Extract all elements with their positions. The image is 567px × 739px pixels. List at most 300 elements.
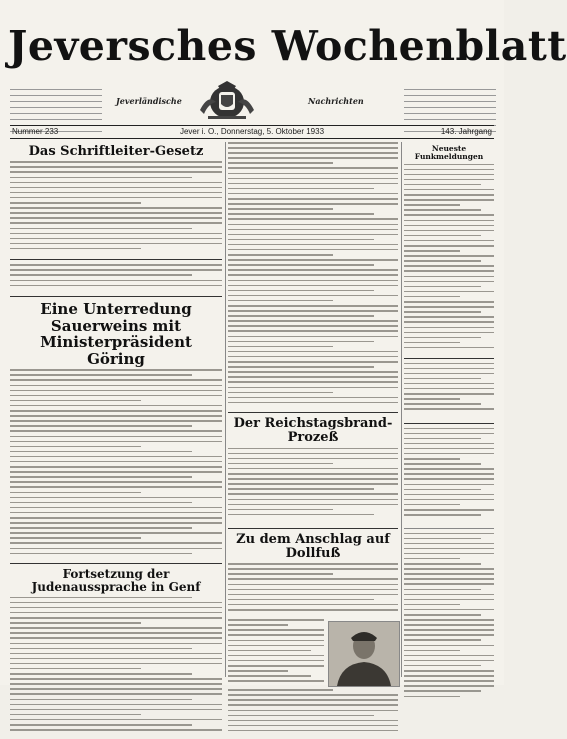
text-line [228, 725, 398, 727]
text-line [228, 229, 398, 231]
text-line [404, 433, 494, 435]
text-line [228, 645, 324, 647]
text-line [10, 385, 222, 387]
text-line [10, 714, 141, 716]
text-line [10, 492, 141, 494]
text-line [404, 199, 494, 201]
text-line [404, 538, 481, 540]
text-line [228, 320, 398, 322]
column-right [404, 142, 494, 677]
text-line [404, 489, 481, 491]
text-line [404, 458, 460, 460]
text-line [228, 514, 374, 516]
text-line [10, 632, 222, 634]
text-line [404, 619, 494, 621]
text-line [404, 553, 494, 555]
text-line [10, 643, 222, 645]
text-line [404, 670, 494, 672]
text-line [404, 696, 460, 698]
text-line [10, 502, 192, 504]
article-body [10, 161, 222, 255]
text-line [404, 209, 481, 211]
text-line [404, 589, 481, 591]
text-line [228, 473, 398, 475]
text-line [10, 238, 222, 240]
article-body [404, 428, 494, 524]
text-line [404, 164, 494, 166]
text-line [10, 166, 222, 168]
text-line [228, 290, 374, 292]
text-line [228, 715, 374, 717]
text-line [10, 648, 192, 650]
text-line [228, 699, 398, 701]
text-line [10, 653, 222, 655]
text-line [404, 245, 494, 247]
text-line [10, 476, 192, 478]
text-line [10, 522, 222, 524]
text-line [10, 192, 222, 194]
text-line [228, 157, 398, 159]
article-body [10, 597, 222, 737]
text-line [228, 259, 398, 261]
text-line [10, 456, 222, 458]
text-line [10, 248, 141, 250]
text-line [10, 269, 222, 271]
text-line [404, 260, 481, 262]
text-line [228, 504, 398, 506]
text-line [404, 514, 481, 516]
text-line [228, 269, 398, 271]
text-line [404, 332, 494, 334]
text-line [10, 197, 222, 199]
text-line [404, 484, 494, 486]
text-line [228, 509, 333, 511]
text-line [228, 234, 398, 236]
text-line [10, 699, 192, 701]
text-line [228, 584, 398, 586]
text-line [404, 655, 494, 657]
text-line [404, 347, 494, 349]
article-body [10, 369, 222, 559]
text-line [10, 719, 222, 721]
text-line [228, 499, 398, 501]
text-line [228, 392, 333, 394]
portrait-image-icon [329, 622, 399, 686]
text-line [228, 680, 324, 682]
text-line [228, 254, 333, 256]
text-line [10, 264, 222, 266]
text-line [228, 453, 398, 455]
text-line [10, 512, 222, 514]
text-line [10, 400, 141, 402]
text-line [404, 680, 494, 682]
text-line [404, 398, 460, 400]
text-line [404, 504, 460, 506]
article-body [404, 363, 494, 419]
text-line [404, 548, 494, 550]
article-body [228, 563, 398, 619]
text-line [228, 589, 398, 591]
text-line [10, 187, 222, 189]
text-line [404, 373, 494, 375]
text-line [228, 578, 398, 580]
text-line [228, 568, 398, 570]
text-line [10, 497, 222, 499]
text-line [228, 655, 324, 657]
text-line [228, 142, 398, 144]
text-line [404, 463, 481, 465]
text-line [10, 207, 222, 209]
text-line [228, 264, 374, 266]
text-line [404, 438, 481, 440]
text-line [404, 291, 494, 293]
text-line [10, 663, 222, 665]
text-line [10, 673, 192, 675]
text-line [10, 548, 222, 550]
text-line [404, 468, 494, 470]
text-line [404, 408, 494, 410]
text-line [10, 704, 222, 706]
text-line [10, 612, 222, 614]
text-line [10, 532, 222, 534]
text-line [404, 428, 494, 430]
text-line [10, 607, 222, 609]
text-line [404, 533, 494, 535]
text-line [10, 379, 222, 381]
text-line [404, 645, 494, 647]
text-line [10, 420, 222, 422]
text-line [10, 602, 222, 604]
text-line [10, 415, 222, 417]
text-line [10, 430, 222, 432]
article-body [228, 142, 398, 408]
text-line [404, 220, 494, 222]
newspaper-title: Jeversches Wochenblatt [8, 22, 567, 70]
text-line [10, 597, 192, 599]
text-line [228, 188, 374, 190]
text-line [404, 204, 460, 206]
text-line [228, 650, 311, 652]
text-line [404, 634, 494, 636]
article-headline: Das Schriftleiter-Gesetz [28, 144, 204, 159]
text-line [228, 244, 398, 246]
text-line [228, 478, 398, 480]
text-line [228, 315, 374, 317]
text-line [404, 286, 481, 288]
masthead [8, 14, 567, 114]
text-line [10, 280, 222, 282]
article-body [10, 264, 222, 292]
text-line [10, 537, 141, 539]
text-line [404, 189, 494, 191]
article-headline: Neueste Funkmeldungen [414, 144, 484, 162]
article-headline: Fortsetzung der Judenaussprache in Genf [31, 567, 201, 595]
text-line [404, 388, 494, 390]
text-line [228, 295, 398, 297]
text-line [404, 230, 494, 232]
text-line [10, 425, 192, 427]
masthead-info-right [404, 84, 496, 128]
text-line [228, 594, 398, 596]
text-line [404, 270, 494, 272]
text-line [404, 393, 494, 395]
text-line [228, 178, 398, 180]
text-line [404, 225, 494, 227]
text-line [10, 274, 192, 276]
text-line [10, 441, 222, 443]
text-line [228, 488, 374, 490]
text-line [404, 301, 494, 303]
text-line [404, 650, 460, 652]
text-line [228, 468, 398, 470]
text-line [404, 194, 494, 196]
text-line [228, 224, 398, 226]
text-line [404, 342, 460, 344]
article-headline: Eine Unterredung Sauerweins mit Ministerpräsident Göring [40, 300, 192, 368]
text-line [404, 281, 494, 283]
text-line [228, 213, 374, 215]
masthead-subtitle-right: Nachrichten [308, 96, 364, 106]
text-line [10, 374, 192, 376]
text-line [404, 609, 494, 611]
article-body [228, 689, 398, 739]
text-line [228, 604, 398, 606]
text-line [404, 660, 494, 662]
text-line [404, 685, 494, 687]
text-line [404, 443, 494, 445]
text-line [10, 171, 222, 173]
text-line [404, 573, 494, 575]
text-line [404, 478, 494, 480]
text-line [404, 599, 494, 601]
text-line [228, 208, 333, 210]
text-line [228, 670, 288, 672]
text-line [404, 473, 494, 475]
text-line [404, 368, 494, 370]
text-line [404, 403, 481, 405]
text-line [10, 212, 222, 214]
text-line [10, 222, 222, 224]
text-line [10, 724, 192, 726]
text-line [404, 265, 494, 267]
text-line [10, 177, 192, 179]
text-line [228, 285, 398, 287]
text-line [404, 509, 494, 511]
text-line [404, 624, 494, 626]
text-line [404, 174, 494, 176]
text-line [404, 568, 494, 570]
text-line [404, 276, 494, 278]
text-line [228, 397, 398, 399]
text-line [10, 243, 222, 245]
text-line [404, 250, 460, 252]
text-line [10, 658, 222, 660]
article-body [228, 448, 398, 524]
text-line [228, 274, 398, 276]
text-line [10, 729, 222, 731]
text-line [10, 436, 222, 438]
text-line [228, 203, 398, 205]
text-line [228, 361, 398, 363]
text-line [228, 629, 324, 631]
text-line [228, 356, 398, 358]
article-body [404, 533, 494, 703]
text-line [404, 321, 494, 323]
text-line [228, 381, 398, 383]
place-date: Jever i. O., Donnerstag, 5. Oktober 1933 [179, 127, 325, 136]
text-line [10, 228, 192, 230]
text-line [228, 310, 398, 312]
text-line [10, 395, 222, 397]
column-middle [228, 142, 398, 677]
text-line [228, 371, 398, 373]
article-headline: Der Reichstagsbrand-Prozeß [233, 416, 393, 446]
text-line [10, 285, 222, 287]
text-line [404, 214, 494, 216]
text-line [228, 720, 398, 722]
text-line [404, 240, 494, 242]
text-line [228, 665, 324, 667]
text-line [228, 387, 398, 389]
text-line [10, 517, 222, 519]
text-line [228, 366, 374, 368]
text-line [10, 390, 222, 392]
text-line [228, 563, 398, 565]
text-line [228, 463, 333, 465]
text-line [228, 341, 374, 343]
article-body [228, 619, 324, 689]
text-line [404, 383, 494, 385]
text-line [10, 709, 222, 711]
text-line [228, 694, 398, 696]
text-line [228, 573, 333, 575]
text-line [10, 451, 192, 453]
text-line [228, 173, 398, 175]
text-line [404, 558, 460, 560]
text-line [228, 325, 398, 327]
column-rule [225, 142, 226, 677]
text-line [10, 405, 222, 407]
text-line [228, 483, 398, 485]
text-line [228, 675, 311, 677]
column-left [10, 142, 222, 677]
text-line [404, 363, 494, 365]
article-body [404, 164, 494, 354]
text-line [228, 710, 398, 712]
text-line [404, 639, 481, 641]
text-line [10, 542, 222, 544]
text-line [228, 300, 333, 302]
text-line [10, 693, 222, 695]
text-line [404, 675, 494, 677]
text-line [228, 218, 398, 220]
text-line [404, 179, 494, 181]
text-line [10, 678, 222, 680]
text-line [10, 553, 192, 555]
text-line [228, 634, 324, 636]
text-line [10, 627, 222, 629]
text-line [228, 167, 398, 169]
text-line [404, 306, 494, 308]
text-line [10, 486, 222, 488]
text-line [10, 471, 222, 473]
text-line [404, 563, 481, 565]
text-line [10, 233, 222, 235]
text-line [228, 183, 398, 185]
text-line [404, 255, 494, 257]
portrait-photo [328, 621, 400, 687]
text-line [228, 609, 398, 611]
text-line [10, 461, 222, 463]
issue-number: Nummer 233 [12, 127, 59, 136]
text-line [228, 305, 398, 307]
masthead-subtitle-left: Jeverländische [116, 96, 182, 106]
text-line [228, 448, 398, 450]
text-line [228, 730, 398, 732]
text-line [404, 543, 494, 545]
text-line [404, 494, 494, 496]
volume-year: 143. Jahrgang [440, 127, 492, 136]
text-line [228, 336, 398, 338]
text-line [10, 617, 222, 619]
text-line [404, 448, 494, 450]
text-line [404, 184, 481, 186]
text-line [228, 152, 398, 154]
text-line [10, 481, 222, 483]
text-line [228, 239, 374, 241]
text-line [228, 198, 398, 200]
text-line [404, 578, 494, 580]
text-line [228, 330, 398, 332]
text-line [228, 249, 398, 251]
text-line [404, 169, 494, 171]
text-line [228, 162, 333, 164]
text-line [228, 704, 398, 706]
text-line [228, 493, 398, 495]
text-line [228, 346, 333, 348]
text-line [10, 507, 222, 509]
text-line [228, 619, 324, 621]
text-line [404, 316, 494, 318]
text-line [228, 660, 324, 662]
text-line [404, 499, 494, 501]
text-line [228, 402, 398, 404]
text-line [404, 296, 460, 298]
text-line [404, 378, 481, 380]
text-line [10, 668, 141, 670]
text-line [10, 217, 222, 219]
text-line [10, 410, 222, 412]
text-line [10, 637, 222, 639]
text-line [404, 690, 481, 692]
text-line [228, 458, 398, 460]
text-line [10, 161, 222, 163]
date-bar [10, 125, 494, 139]
text-line [10, 622, 141, 624]
text-line [10, 688, 222, 690]
text-line [10, 369, 222, 371]
text-line [228, 376, 398, 378]
text-line [228, 147, 398, 149]
text-line [404, 327, 494, 329]
text-line [404, 629, 494, 631]
coat-of-arms-icon [194, 80, 260, 122]
masthead-info-left [10, 84, 102, 128]
text-line [404, 665, 481, 667]
text-line [10, 683, 222, 685]
text-line [404, 583, 494, 585]
text-line [404, 614, 481, 616]
